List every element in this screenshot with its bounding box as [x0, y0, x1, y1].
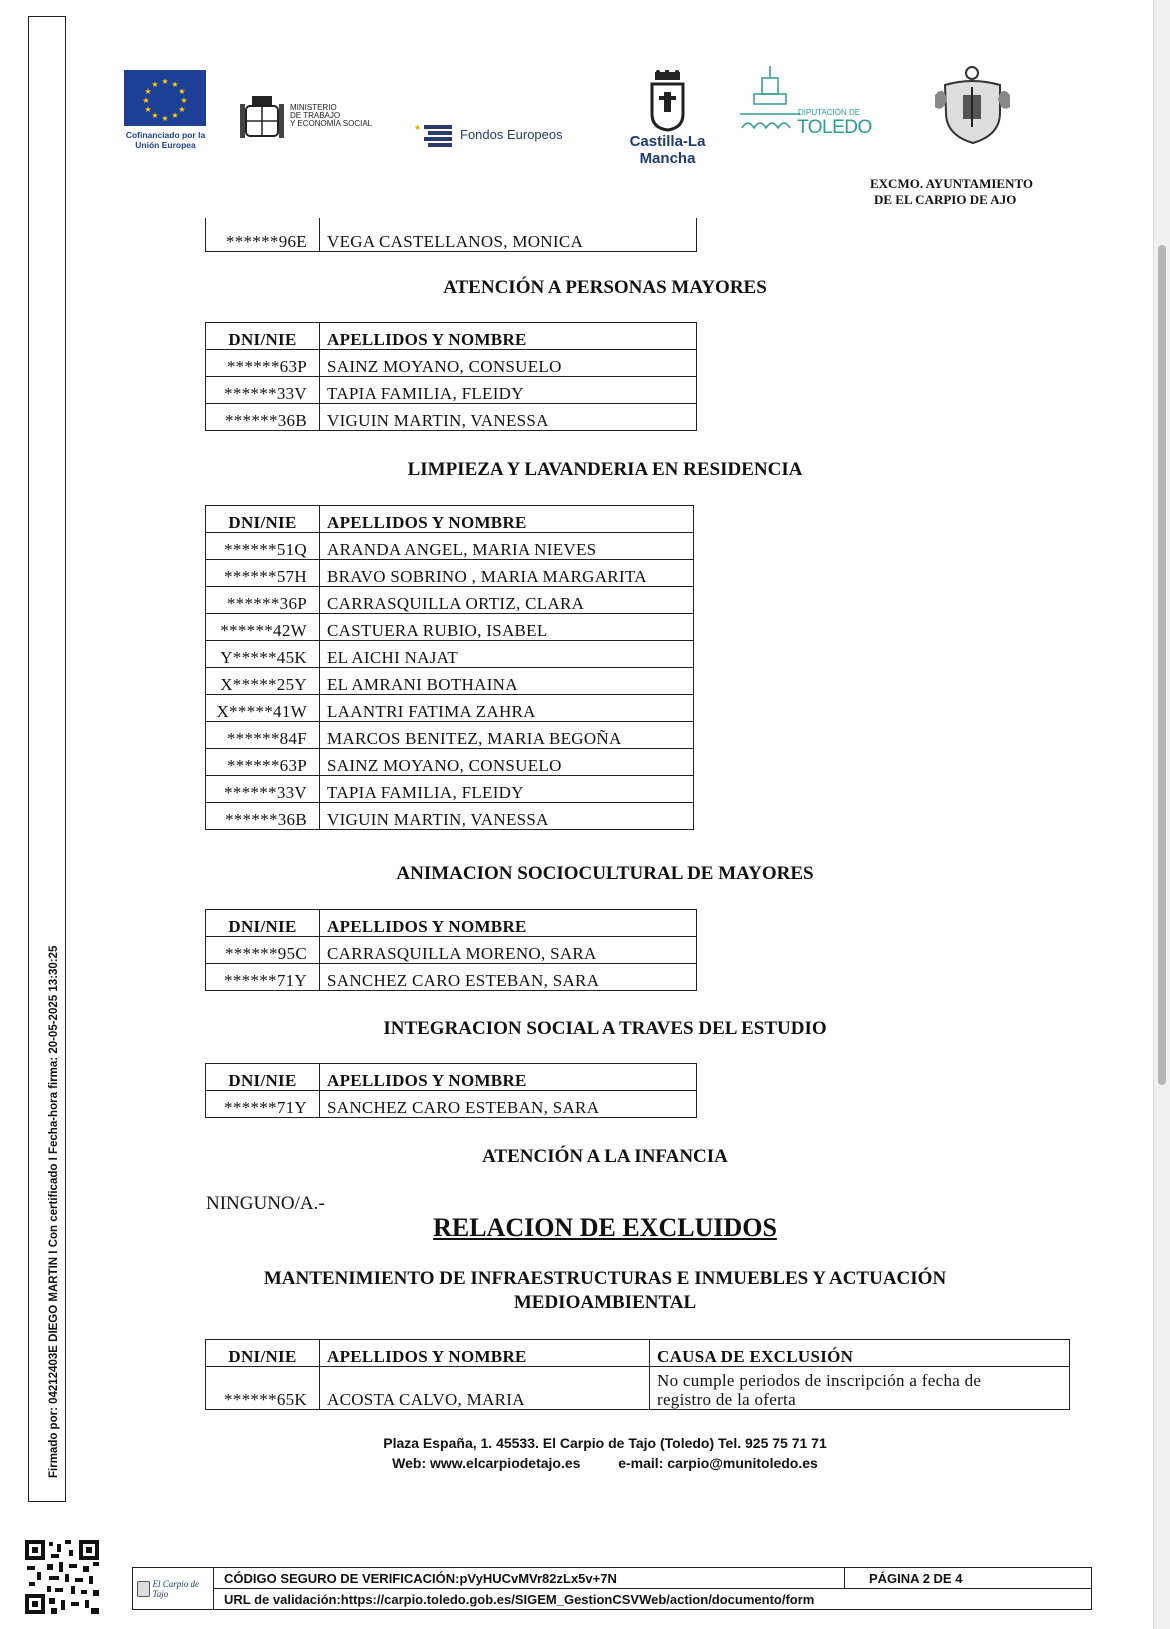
dni-cell: X*****41W	[206, 695, 320, 722]
svg-text:★: ★	[151, 111, 159, 120]
dni-cell: ******84F	[206, 722, 320, 749]
footer-web[interactable]: Web: www.elcarpiodetajo.es	[392, 1455, 581, 1471]
dni-cell: ******63P	[206, 749, 320, 776]
section-heading-mantenimiento	[0, 1267, 1170, 1315]
col-header-name: APELLIDOS Y NOMBRE	[320, 323, 697, 350]
name-cell: SAINZ MOYANO, CONSUELO	[320, 749, 694, 776]
table-header-row	[206, 1064, 697, 1091]
ayuntamiento-line1: EXCMO. AYUNTAMIENTO	[870, 176, 1034, 191]
dni-cell: ******36B	[206, 404, 320, 431]
svg-text:★: ★	[180, 96, 188, 105]
name-cell: VEGA CASTELLANOS, MONICA	[320, 218, 697, 252]
section-heading-animacion: ANIMACION SOCIOCULTURAL DE MAYORES	[396, 863, 814, 884]
dni-cell: ******33V	[206, 377, 320, 404]
table-row	[206, 587, 694, 614]
table-row	[206, 749, 694, 776]
dni-cell: ******42W	[206, 614, 320, 641]
table-row	[206, 776, 694, 803]
ministerio-line: Y ECONOMÍA SOCIAL	[290, 119, 373, 128]
table-row	[206, 1367, 1070, 1410]
svg-text:★: ★	[144, 87, 152, 96]
col-header-name: APELLIDOS Y NOMBRE	[320, 1340, 650, 1367]
name-cell: EL AMRANI BOTHAINA	[320, 668, 694, 695]
col-header-cause: CAUSA DE EXCLUSIÓN	[650, 1340, 1070, 1367]
col-header-dni: DNI/NIE	[206, 506, 320, 533]
table-row	[206, 560, 694, 587]
excluidos-title: RELACION DE EXCLUIDOS	[433, 1213, 777, 1242]
table-row	[206, 722, 694, 749]
dni-cell: ******96E	[206, 218, 320, 252]
svg-text:★: ★	[178, 87, 186, 96]
carryover-table	[205, 218, 697, 252]
svg-text:★: ★	[161, 77, 169, 86]
ayuntamiento-line2: DE EL CARPIO DE AJO	[874, 192, 1017, 207]
table-row	[206, 964, 697, 991]
col-header-name: APELLIDOS Y NOMBRE	[320, 910, 697, 937]
table-row	[206, 218, 697, 252]
csv-row	[133, 1589, 1092, 1610]
small-shield-icon	[137, 1581, 150, 1597]
name-cell: MARCOS BENITEZ, MARIA BEGOÑA	[320, 722, 694, 749]
eu-caption: Cofinanciado por la Unión Europea	[125, 130, 206, 150]
ministerio-logo	[238, 92, 388, 142]
table-row	[206, 614, 694, 641]
name-cell: VIGUIN MARTIN, VANESSA	[320, 404, 697, 431]
svg-text:★: ★	[414, 123, 422, 132]
name-cell: BRAVO SOBRINO , MARIA MARGARITA	[320, 560, 694, 587]
dni-cell: Y*****45K	[206, 641, 320, 668]
small-logo-cell	[133, 1568, 214, 1610]
name-cell: ACOSTA CALVO, MARIA	[320, 1367, 650, 1410]
table-row	[206, 668, 694, 695]
table-animacion	[205, 909, 697, 991]
name-cell: CASTUERA RUBIO, ISABEL	[320, 614, 694, 641]
page-number-cell: PÁGINA 2 DE 4	[845, 1568, 1092, 1589]
diputacion-toledo-logo	[740, 66, 872, 146]
dni-cell: ******95C	[206, 937, 320, 964]
cause-line: No cumple periodos de inscripción a fecha de	[657, 1371, 982, 1390]
name-cell: SAINZ MOYANO, CONSUELO	[320, 350, 697, 377]
url-cell[interactable]: URL de validación:https://carpio.toledo.gob.es/SIGEM_GestionCSVWeb/action/documento/form	[214, 1589, 1092, 1610]
ayuntamiento-header	[870, 176, 1033, 208]
col-header-dni: DNI/NIE	[206, 910, 320, 937]
svg-text:★: ★	[144, 105, 152, 114]
heading-line: MANTENIMIENTO DE INFRAESTRUCTURAS E INMUEBLES Y ACTUACIÓN	[263, 1268, 947, 1289]
cause-cell	[650, 1367, 1070, 1410]
eu-flag-logo	[124, 70, 206, 126]
name-cell: LAANTRI FATIMA ZAHRA	[320, 695, 694, 722]
vertical-scrollbar[interactable]	[1153, 0, 1170, 1629]
clm-text: Castilla-La Mancha	[629, 133, 706, 167]
col-header-name: APELLIDOS Y NOMBRE	[320, 506, 694, 533]
fondos-europeos-logo	[412, 120, 572, 148]
ninguno-text: NINGUNO/A.-	[206, 1193, 325, 1214]
name-cell: SANCHEZ CARO ESTEBAN, SARA	[320, 964, 697, 991]
table-atencion-mayores	[205, 322, 697, 431]
table-header-row	[206, 1340, 1070, 1367]
col-header-dni: DNI/NIE	[206, 1340, 320, 1367]
dni-cell: ******63P	[206, 350, 320, 377]
col-header-dni: DNI/NIE	[206, 1064, 320, 1091]
castilla-la-mancha-logo	[600, 70, 735, 167]
ministerio-line: MINISTERIO	[290, 103, 337, 112]
dni-cell: ******71Y	[206, 964, 320, 991]
csv-table	[132, 1567, 1092, 1610]
name-cell: EL AICHI NAJAT	[320, 641, 694, 668]
dni-cell: ******71Y	[206, 1091, 320, 1118]
diputacion-big-text: TOLEDO	[797, 117, 872, 138]
col-header-dni: DNI/NIE	[206, 323, 320, 350]
coat-of-arms-logo	[935, 65, 1010, 145]
col-header-name: APELLIDOS Y NOMBRE	[320, 1064, 697, 1091]
table-header-row	[206, 506, 694, 533]
diputacion-small-text: DIPUTACIÓN DE	[798, 108, 861, 117]
table-limpieza	[205, 505, 694, 830]
csv-row	[133, 1568, 1092, 1589]
section-heading-atencion-mayores: ATENCIÓN A PERSONAS MAYORES	[443, 277, 767, 298]
svg-text:★: ★	[171, 80, 179, 89]
footer-contact	[0, 1455, 1170, 1471]
name-cell: CARRASQUILLA ORTIZ, CLARA	[320, 587, 694, 614]
footer-address: Plaza España, 1. 45533. El Carpio de Tajo (Toledo) Tel. 925 75 71 71	[383, 1435, 827, 1451]
fondos-text: Fondos Europeos	[460, 127, 563, 142]
svg-text:★: ★	[161, 114, 169, 123]
name-cell: ARANDA ANGEL, MARIA NIEVES	[320, 533, 694, 560]
name-cell: VIGUIN MARTIN, VANESSA	[320, 803, 694, 830]
table-row	[206, 377, 697, 404]
name-cell: CARRASQUILLA MORENO, SARA	[320, 937, 697, 964]
table-row	[206, 350, 697, 377]
table-row	[206, 803, 694, 830]
table-integracion	[205, 1063, 697, 1118]
section-heading-integracion: INTEGRACION SOCIAL A TRAVES DEL ESTUDIO	[383, 1018, 827, 1039]
name-cell: TAPIA FAMILIA, FLEIDY	[320, 377, 697, 404]
table-row	[206, 533, 694, 560]
svg-text:★: ★	[171, 111, 179, 120]
table-header-row	[206, 910, 697, 937]
table-excluidos	[205, 1339, 1070, 1410]
small-logo-text: El Carpio de Tajo	[152, 1578, 200, 1599]
name-cell: TAPIA FAMILIA, FLEIDY	[320, 776, 694, 803]
csv-code-cell: CÓDIGO SEGURO DE VERIFICACIÓN:pVyHUCvMVr82zLx5v+7N	[214, 1568, 845, 1589]
section-heading-infancia: ATENCIÓN A LA INFANCIA	[482, 1146, 728, 1167]
table-row	[206, 937, 697, 964]
dni-cell: ******65K	[206, 1367, 320, 1410]
dni-cell: ******36P	[206, 587, 320, 614]
svg-text:★: ★	[151, 80, 159, 89]
scrollbar-thumb[interactable]	[1158, 245, 1166, 1085]
heading-line: MEDIOAMBIENTAL	[513, 1292, 697, 1313]
signature-text: Firmado por: 04212403E DIEGO MARTIN I Con certificado I Fecha-hora firma: 20-05-2025 13:30:25	[48, 945, 60, 1478]
ministerio-line: DE TRABAJO	[290, 111, 341, 120]
dni-cell: X*****25Y	[206, 668, 320, 695]
dni-cell: ******57H	[206, 560, 320, 587]
table-row	[206, 641, 694, 668]
svg-text:★: ★	[178, 105, 186, 114]
table-row	[206, 1091, 697, 1118]
dni-cell: ******51Q	[206, 533, 320, 560]
section-heading-limpieza: LIMPIEZA Y LAVANDERIA EN RESIDENCIA	[407, 459, 803, 480]
small-ayto-logo	[137, 1579, 209, 1599]
dni-cell: ******33V	[206, 776, 320, 803]
ministerio-text	[290, 104, 372, 128]
cause-line: registro de la oferta	[657, 1390, 796, 1409]
table-header-row	[206, 323, 697, 350]
qr-code-icon	[25, 1540, 99, 1614]
footer-email[interactable]: e-mail: carpio@munitoledo.es	[618, 1455, 818, 1471]
table-row	[206, 695, 694, 722]
table-row	[206, 404, 697, 431]
svg-text:★: ★	[142, 96, 150, 105]
name-cell: SANCHEZ CARO ESTEBAN, SARA	[320, 1091, 697, 1118]
dni-cell: ******36B	[206, 803, 320, 830]
